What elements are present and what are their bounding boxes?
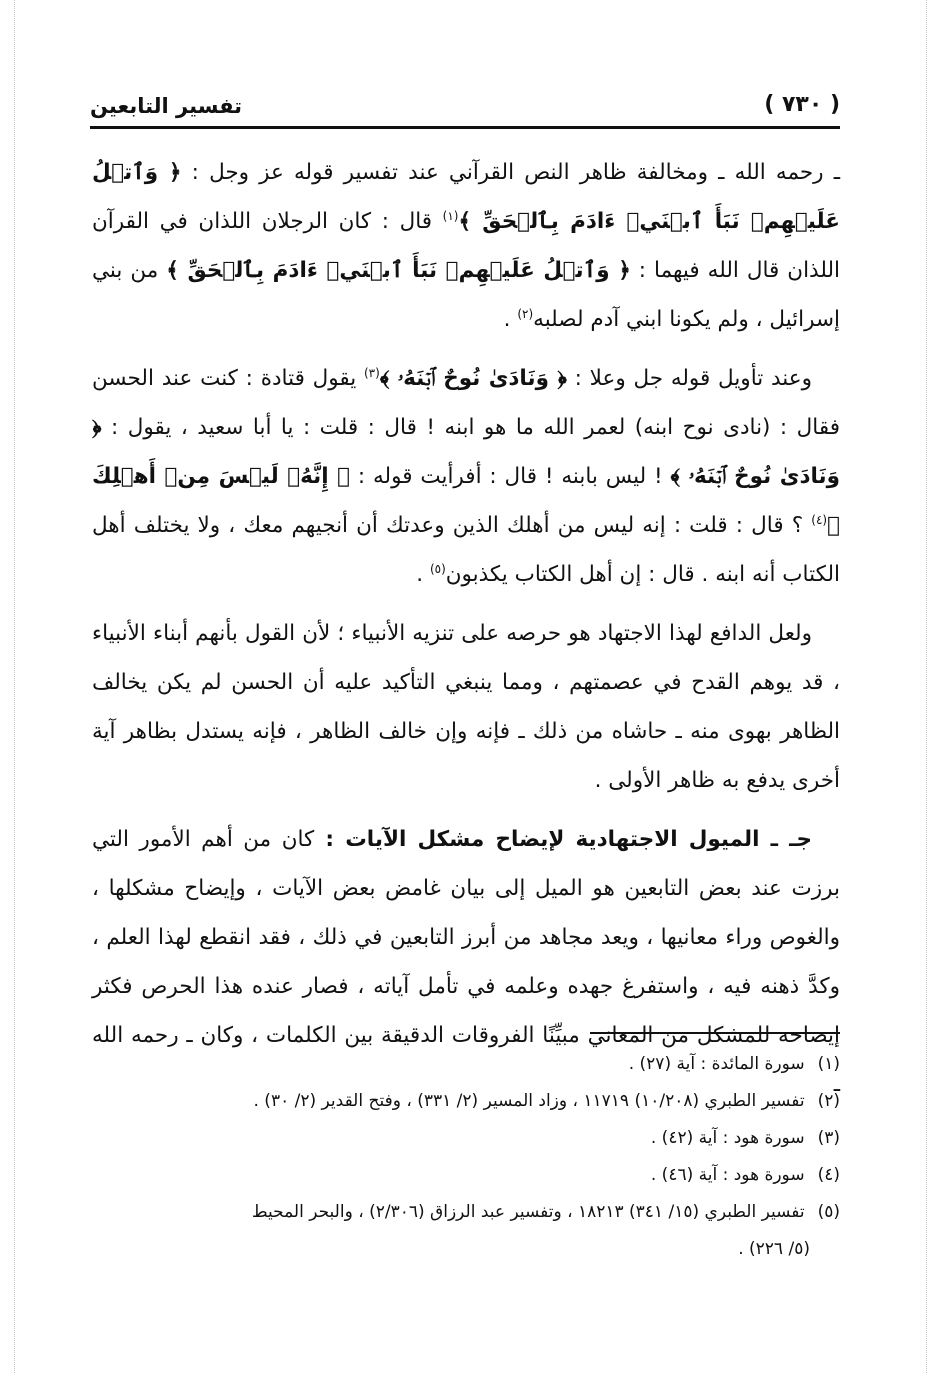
footnote-item [160,1083,840,1120]
footnote-ref: (٣) [363,365,380,380]
quran-quote: جـ ـ الميول الاجتهادية لإيضاح مشكل الآيات : [314,827,812,852]
text-run: ! ليس بابنه ! قال : أفرأيت قوله : [350,464,671,489]
footnote-number: (٢) [817,1091,840,1111]
footnote-number: (٣) [817,1128,840,1148]
text-run: ؟ قال : قلت : إنه ليس من أهلك الذين وعدتك أن أنجيهم معك ، ولا يختلف أهل الكتاب أنه ابنه . قال : إن أهل الكتاب يكذبون [92,513,840,587]
quran-quote: ﴿ وَٱتۡلُ عَلَيۡهِمۡ نَبَأَ ٱبۡنَيۡ ءَادَمَ بِٱلۡحَقِّ ﴾ [166,258,631,283]
paragraph-p3 [92,609,840,805]
footnote-text: سورة هود : آية (٤٢) . [650,1128,810,1148]
footnote-text: تفسير الطبري (١٠/٢٠٨) ١١٧١٩ ، وزاد المسير (٢/ ٣٣١) ، وفتح القدير (٢/ ٣٠) . [253,1091,810,1111]
margin-guide-right [926,0,927,1373]
footnote-number: (٤) [817,1165,840,1185]
footnote-text: سورة المائدة : آية (٢٧) . [628,1054,810,1074]
text-run: . [416,562,430,587]
margin-guide-left [14,0,15,1373]
text-run: . [503,307,518,332]
quran-quote: ﴿ إِنَّهُۥ لَيۡسَ مِنۡ أَهۡلِكَ ﴾ [92,464,840,538]
footnote-continuation: (٥/ ٢٢٦) . [738,1239,810,1259]
running-title: تفسير التابعين [90,94,243,118]
footnote-item [160,1046,840,1083]
footnote-item [160,1120,840,1157]
main-text [92,148,840,1119]
footnote-ref: (١) [442,208,459,223]
quran-quote: ﴿ وَٱتۡلُ عَلَيۡهِمۡ نَبَأَ ٱبۡنَيۡ ءَادَمَ بِٱلۡحَقِّ ﴾ [92,160,840,234]
footnote-ref: (٤) [811,512,828,527]
footnote-separator [590,1032,840,1034]
text-run: من بني إسرائيل ، ولم يكونا ابني آدم لصلبه [92,258,840,332]
text-run: ولعل الدافع لهذا الاجتهاد هو حرصه على تنزيه الأنبياء ؛ لأن القول بأنهم أبناء الأنبياء ، قد يوهم القدح في عصمتهم ، ومما ينبغي التأكيد عليه أن الحسن لم يكن يخالف الظاهر بهوى منه ـ حاشاه من ذلك ـ فإنه وإن خالف الظاهر ، فإنه يستدل بظاهر آية أخرى يدفع به ظاهر الأولى . [92,621,840,793]
footnote-text: تفسير الطبري (١٥/ ٣٤١) ١٨٢١٣ ، وتفسير عبد الرزاق (٢/٣٠٦) ، والبحر المحيط [251,1202,810,1222]
text-run: كان من أهم الأمور التي برزت عند بعض التابعين هو الميل إلى بيان غامض بعض الآيات ، وإيضاح مشكلها ، والغوص وراء معانيها ، ويعد مجاهد من أبرز التابعين في ذلك ، فقد انقطع لهذا العلم ، وكدَّ ذهنه فيه ، واستفرغ جهده وعلمه في تأمل آياته ، فصار عنده هذا الحرص فكثر إيضاحه للمشكل من المعاني مبيِّنًا الفروقات الدقيقة بين الكلمات ، وكان ـ رحمه الله ـ [92,827,840,1097]
footnote-number: (٥) [817,1202,840,1222]
quran-quote: ﴿ وَنَادَىٰ نُوحٌ ٱبۡنَهُۥ ﴾ [92,415,840,489]
footnote-ref: (٥) [429,561,446,576]
footnotes [160,1046,840,1268]
footnote-text: سورة هود : آية (٤٦) . [650,1165,810,1185]
page-header [90,92,840,124]
paragraph-p2 [92,354,840,599]
header-rule [90,126,840,129]
text-run: وعند تأويل قوله جل وعلا : [566,366,812,391]
paragraph-p1 [92,148,840,344]
text-run: قال : كان الرجلان اللذان في القرآن اللذان قال الله فيهما : [92,209,840,283]
quran-quote: ﴿ وَنَادَىٰ نُوحٌ ٱبۡنَهُۥ ﴾ [379,366,567,391]
text-run: يقول قتادة : كنت عند الحسن فقال : (نادى نوح ابنه) لعمر الله ما هو ابنه ! قال : قلت : يا أبا سعيد ، يقول : [92,366,840,440]
footnote-number: (١) [817,1054,840,1074]
footnote-item [160,1157,840,1194]
footnote-ref: (٢) [517,306,534,321]
footnote-item [160,1194,840,1231]
page-number: ( ٧٣٠ ) [764,92,840,117]
text-run: ـ رحمه الله ـ ومخالفة ظاهر النص القرآني عند تفسير قوله عز وجل : [181,160,840,185]
